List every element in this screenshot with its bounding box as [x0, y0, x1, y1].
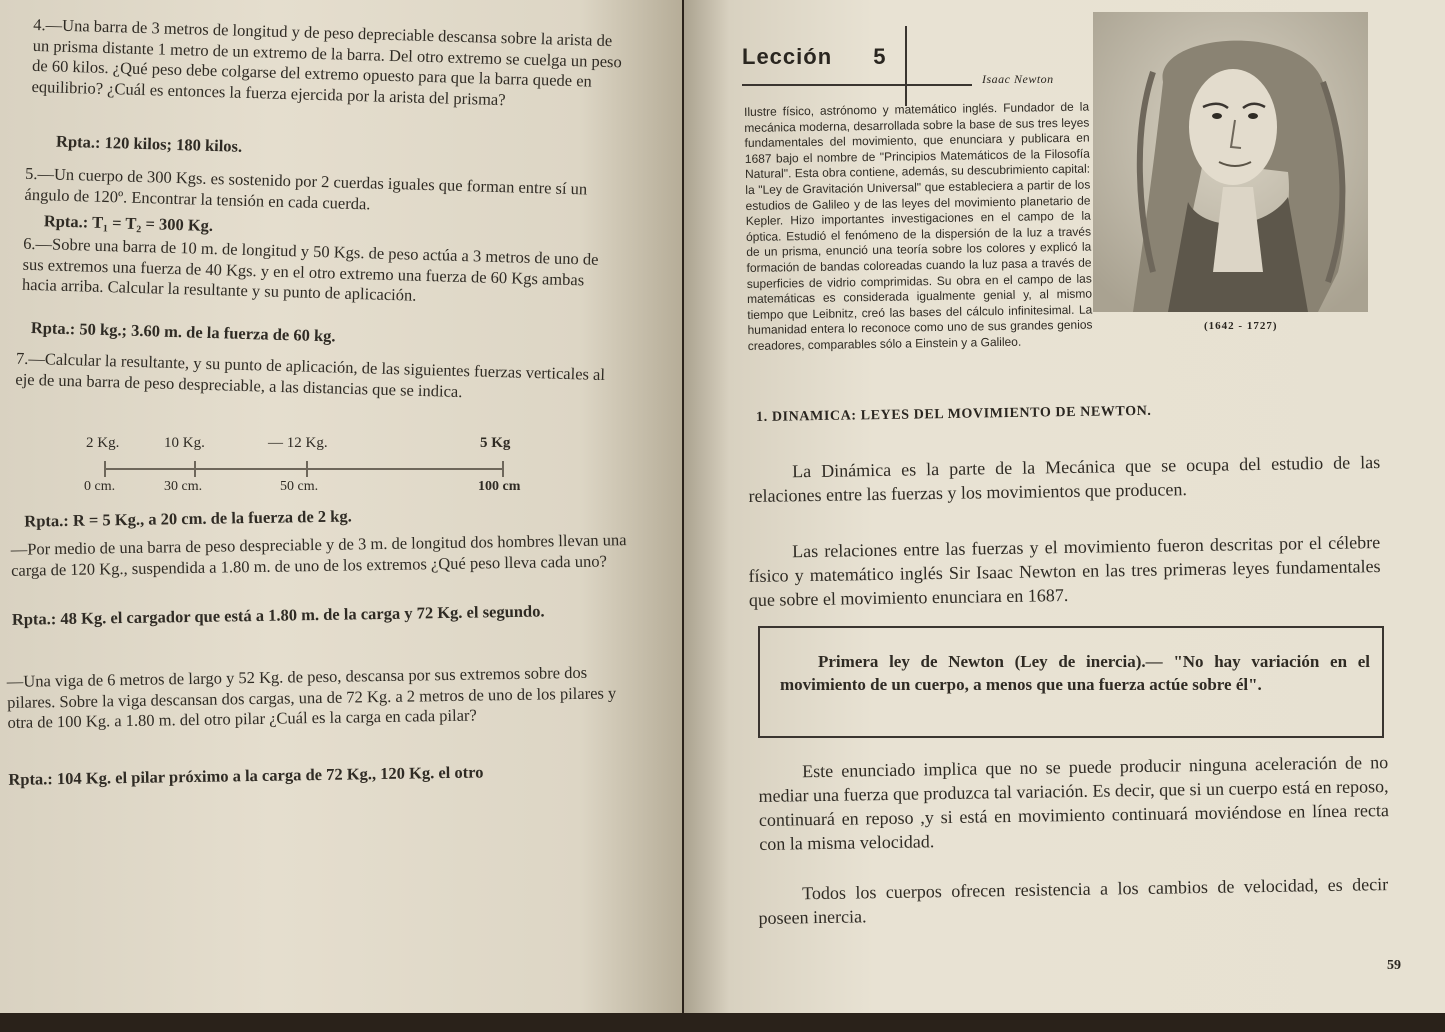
- weight-label: 5 Kg: [480, 435, 511, 451]
- paragraph-newton: Las relaciones entre las fuerzas y el movimiento fueron descritas por el célebre físico y matemático inglés Sir Isaac Newton en las tres primeras leyes fundamentales que sobre el movimiento enunciara en 1687.: [748, 532, 1381, 610]
- portrait-dates: (1642 - 1727): [1204, 320, 1278, 332]
- right-page: [684, 0, 1445, 1013]
- weight-label: — 12 Kg.: [268, 435, 328, 451]
- problem-8: —Por medio de una barra de peso despreciable y de 3 m. de longitud dos hombres llevan una carga de 120 Kg., suspendida a 1.80 m. de uno de los extremos ¿Qué peso lleva cada uno?: [10, 530, 627, 580]
- problem-5: 5.—Un cuerpo de 300 Kgs. es sostenido por 2 cuerdas iguales que forman entre sí un ángulo de 120º. Encontrar la tensión en cada cuerda.: [24, 163, 588, 213]
- newton-portrait: [1093, 12, 1368, 312]
- answer-9: Rpta.: 104 Kg. el pilar próximo a la carga de 72 Kg., 120 Kg. el otro: [8, 762, 484, 789]
- answer-5: Rpta.: T₁ = T₂ = 300 Kg.: [43, 211, 214, 236]
- title-divider-vertical: [905, 26, 907, 106]
- problem-6: 6.—Sobre una barra de 10 m. de longitud y 50 Kgs. de peso actúa a 3 metros de uno de sus extremos una fuerza de 40 Kgs. y en el otro extremo una fuerza de 60 Kgs ambas hacia arriba. Calcular la resultante y su punto de aplicación.: [21, 233, 599, 305]
- distance-label: 0 cm.: [84, 479, 116, 494]
- answer-7: Rpta.: R = 5 Kg., a 20 cm. de la fuerza de 2 kg.: [24, 506, 352, 531]
- title-divider-horizontal: [742, 84, 972, 86]
- portrait-name: Isaac Newton: [982, 72, 1054, 86]
- newton-biography: Ilustre físico, astrónomo y matemático inglés. Fundador de la mecánica moderna, desarrollada sobre la base de sus tres leyes fundamentales del movimiento, que enunciara y publicara en 1687 bajo el nombre de "Principios Matemáticos de la Filosofía Natural". Esta obra contiene, además, su descubrimiento capital: la "Ley de Gravitación Universal" que estableciera a partir de los estudios de Galileo y de las leyes del movimiento planetario de Kepler. Hizo importantes investigaciones en el campo de la óptica. Estudió el fenómeno de la dispersión de la luz a través de un prisma, enunció una teoría sobre los colores y explicó la formación de bandas coloreadas cuando la luz pasa a través de superficies de vidrio comprimidas. Su obra en el campo de las matemáticas es considerada igualmente genial y, al mismo tiempo que Leibnitz, creó las bases del cálculo infinitesimal. La humanidad entera lo reconoce como uno de sus grandes genios creadores, comparables sólo a Einstein y a Galileo.: [744, 99, 1093, 353]
- section-heading: 1. DINAMICA: LEYES DEL MOVIMIENTO DE NEWTON.: [756, 403, 1152, 425]
- answer-6: Rpta.: 50 kg.; 3.60 m. de la fuerza de 60 kg.: [30, 317, 336, 346]
- lesson-title: [742, 44, 887, 70]
- weight-label: 10 Kg.: [164, 435, 205, 451]
- paragraph-inertia: Todos los cuerpos ofrecen resistencia a los cambios de velocidad, es decir poseen inercia.: [758, 874, 1389, 928]
- distance-label: 50 cm.: [280, 479, 319, 494]
- page-number: 59: [1387, 958, 1401, 973]
- distance-label: 100 cm: [478, 479, 521, 494]
- problem-7: 7.—Calcular la resultante, y su punto de aplicación, de las siguientes fuerzas verticales al eje de una barra de peso despreciable, a las distancias que se indica.: [15, 348, 606, 401]
- paragraph-dynamics: La Dinámica es la parte de la Mecánica que se ocupa del estudio de las relaciones entre las fuerzas y los movimientos que producen.: [748, 452, 1381, 506]
- problem-4: 4.—Una barra de 3 metros de longitud y de peso depreciable descansa sobre la arista de un prisma distante 1 metro de un extremo de la barra. Del otro extremo se cuelga un peso de 60 kilos. ¿Qué peso debe colgarse del extremo opuesto para que la barra quede en equilibrio? ¿Cuál es entonces la fuerza ejercida por la arista del prisma?: [31, 14, 623, 109]
- distance-label: 30 cm.: [164, 479, 203, 494]
- first-law-box: [758, 626, 1384, 738]
- problem-9: —Una viga de 6 metros de largo y 52 Kg. de peso, descansa por sus extremos sobre dos pilares. Sobre la viga descansan dos cargas, una de 72 Kg. a 2 metros de uno de los pilares y otra de 100 Kg. a 1.80 m. del otro pilar ¿Cuál es la carga en cada pilar?: [6, 662, 617, 732]
- weight-label: 2 Kg.: [86, 435, 120, 451]
- left-page: [0, 0, 682, 1013]
- answer-8: Rpta.: 48 Kg. el cargador que está a 1.80 m. de la carga y 72 Kg. el segundo.: [11, 601, 545, 629]
- portrait-image: [1093, 12, 1368, 312]
- paragraph-implication: Este enunciado implica que no se puede producir ninguna aceleración de no mediar una fuerza que produzca tal variación. Es decir, que si un cuerpo está en reposo, continuará en reposo ,y si está en movimiento continuará moviéndose en línea recta con la misma velocidad.: [758, 752, 1390, 854]
- left-page-lower: [0, 0, 690, 1013]
- first-law-text: Primera ley de Newton (Ley de inercia).— "No hay variación en el movimiento de un cuerpo, a menos que una fuerza actúe sobre él".: [780, 652, 1370, 694]
- lesson-label: Lección: [742, 44, 833, 69]
- answer-4: Rpta.: 120 kilos; 180 kilos.: [55, 131, 243, 156]
- lesson-number: 5: [873, 44, 887, 69]
